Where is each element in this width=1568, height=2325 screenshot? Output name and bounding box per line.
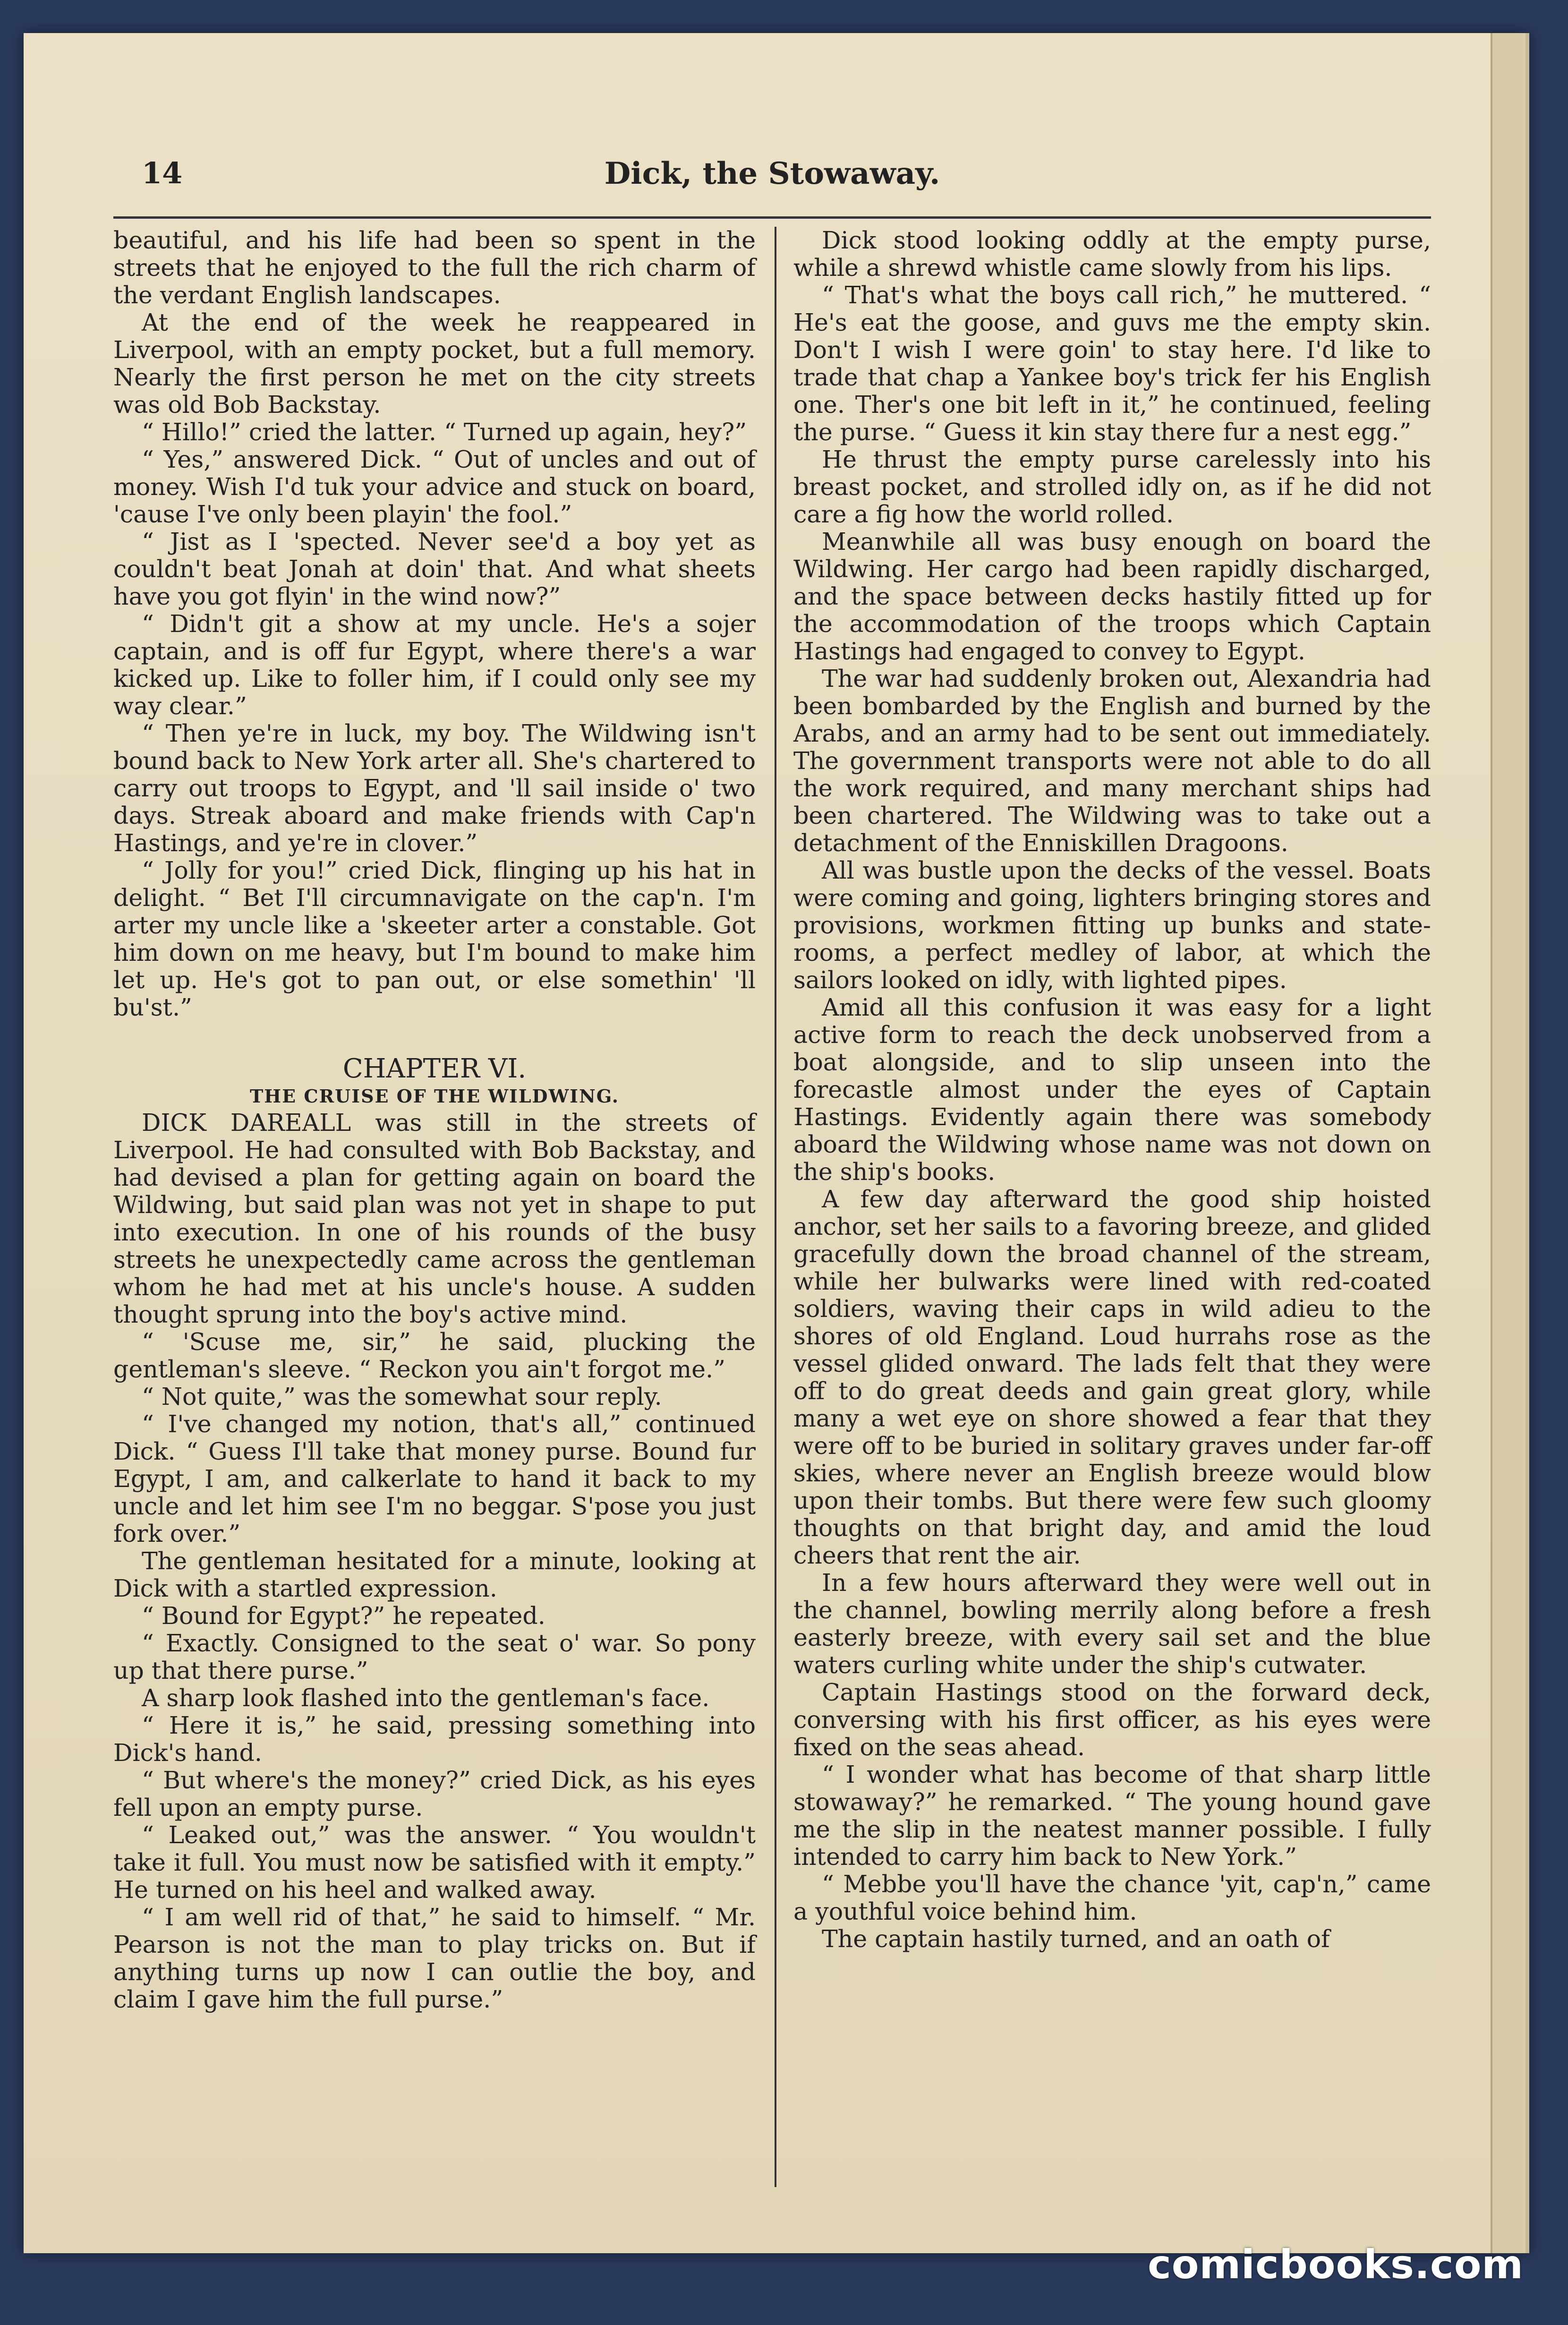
paragraph: “ I've changed my notion, that's all,” continued Dick. “ Guess I'll take that money purse. Bound fur Egypt, I am, and calkerlate to hand it back to my uncle and let him see I'm no beggar. S'pose you just fork over.” <box>113 1410 756 1547</box>
paragraph: “ I am well rid of that,” he said to himself. “ Mr. Pearson is not the man to play tricks on. But if anything turns up now I can outlie the boy, and claim I gave him the full purse.” <box>113 1903 756 2013</box>
paragraph: “ But where's the money?” cried Dick, as his eyes fell upon an empty purse. <box>113 1766 756 1821</box>
paragraph: “ Mebbe you'll have the chance 'yit, cap'n,” came a youthful voice behind him. <box>793 1870 1431 1925</box>
site-watermark: comicbooks.com <box>1148 2241 1524 2288</box>
paragraph: All was bustle upon the decks of the vessel. Boats were coming and going, lighters bringing stores and provisions, workmen fitting up bunks and state-rooms, a perfect medley of labor, at which the sailors looked on idly, with lighted pipes. <box>793 856 1431 994</box>
header-rule <box>113 216 1431 219</box>
paragraph: At the end of the week he reappeared in Liverpool, with an empty pocket, but a full memory. Nearly the first person he met on the city streets was old Bob Backstay. <box>113 308 756 419</box>
paragraph: “ Exactly. Consigned to the seat o' war. So pony up that there purse.” <box>113 1629 756 1684</box>
page-number: 14 <box>142 156 183 190</box>
paragraph: Amid all this confusion it was easy for a light active form to reach the deck unobserved from a boat alongside, and to slip unseen into the forecastle almost under the eyes of Captain Hastings. Evidently again there was somebody aboard the Wildwing whose name was not down on the ship's books. <box>793 993 1431 1186</box>
paragraph: Captain Hastings stood on the forward deck, conversing with his first officer, as his eyes were fixed on the seas ahead. <box>793 1678 1431 1761</box>
left-column <box>113 227 756 2187</box>
paragraph: He thrust the empty purse carelessly into his breast pocket, and strolled idly on, as if he did not care a fig how the world rolled. <box>793 445 1431 528</box>
paragraph: “ Not quite,” was the somewhat sour reply. <box>142 1383 662 1410</box>
paragraph: “ Leaked out,” was the answer. “ You wouldn't take it full. You must now be satisfied with it empty.” He turned on his heel and walked away. <box>113 1821 756 1904</box>
page-header <box>113 156 1431 208</box>
paragraph: DICK DAREALL was still in the streets of Liverpool. He had consulted with Bob Backstay, and had devised a plan for getting again on board the Wildwing, but said plan was not yet in shape to put into execution. In one of his rounds of the busy streets he unexpectedly came across the gentleman whom he had met at his uncle's house. A sudden thought sprung into the boy's active mind. <box>113 1109 756 1328</box>
chapter-subtitle: THE CRUISE OF THE WILDWING. <box>249 1086 620 1107</box>
chapter-title: CHAPTER VI. <box>342 1053 527 1084</box>
column-divider <box>775 227 776 2187</box>
paragraph: A sharp look flashed into the gentleman's face. <box>142 1684 710 1712</box>
paragraph: “ Hillo!” cried the latter. “ Turned up again, hey?” <box>142 418 747 446</box>
paragraph: beautiful, and his life had been so spent in the streets that he enjoyed to the full the rich charm of the verdant English landscapes. <box>113 226 756 309</box>
paragraph: “ That's what the boys call rich,” he muttered. “ He's eat the goose, and guvs me the empty skin. Don't I wish I were goin' to stay here. I'd like to trade that chap a Yankee boy's trick fer his English one. Ther's one bit left in it,” he continued, feeling the purse. “ Guess it kin stay there fur a nest egg.” <box>793 281 1431 446</box>
paragraph: “ Here it is,” he said, pressing something into Dick's hand. <box>113 1711 756 1767</box>
paragraph: “ Bound for Egypt?” he repeated. <box>142 1602 545 1630</box>
page-edge <box>1491 33 1525 2253</box>
running-title: Dick, the Stowaway. <box>604 156 940 191</box>
paragraph: The gentleman hesitated for a minute, looking at Dick with a startled expression. <box>113 1547 756 1602</box>
paragraph: “ Jolly for you!” cried Dick, flinging up his hat in delight. “ Bet I'll circumnavigate on the cap'n. I'm arter my uncle like a 'skeeter arter a constable. Got him down on me heavy, but I'm bound to make him let up. He's got to pan out, or else somethin' 'll bu'st.” <box>113 856 756 1021</box>
paragraph: A few day afterward the good ship hoisted anchor, set her sails to a favoring breeze, and glided gracefully down the broad channel of the stream, while her bulwarks were lined with red-coated soldiers, waving their caps in wild adieu to the shores of old England. Loud hurrahs rose as the vessel glided onward. The lads felt that they were off to do great deeds and gain great glory, while many a wet eye on shore showed a fear that they were off to be buried in solitary graves under far-off skies, where never an English breeze would blow upon their tombs. But there were few such gloomy thoughts on that bright day, and amid the loud cheers that rent the air. <box>793 1185 1431 1569</box>
paragraph: The captain hastily turned, and an oath of <box>822 1925 1330 1953</box>
right-column <box>793 227 1431 2187</box>
paragraph: “ I wonder what has become of that sharp little stowaway?” he remarked. “ The young hound gave me the slip in the neatest manner possible. I fully intended to carry him back to New York.” <box>793 1761 1431 1871</box>
paragraph: Meanwhile all was busy enough on board the Wildwing. Her cargo had been rapidly discharged, and the space between decks hastily fitted up for the accommodation of the troops which Captain Hastings had engaged to convey to Egypt. <box>793 528 1431 665</box>
paragraph: In a few hours afterward they were well out in the channel, bowling merrily along before a fresh easterly breeze, with every sail set and the blue waters curling white under the ship's cutwater. <box>793 1569 1431 1679</box>
paragraph: “ Didn't git a show at my uncle. He's a sojer captain, and is off fur Egypt, where there's a war kicked up. Like to foller him, if I could only see my way clear.” <box>113 610 756 720</box>
paragraph: Dick stood looking oddly at the empty purse, while a shrewd whistle came slowly from his lips. <box>793 226 1431 282</box>
paragraph: “ 'Scuse me, sir,” he said, plucking the gentleman's sleeve. “ Reckon you ain't forgot me.” <box>113 1328 756 1383</box>
paragraph: “ Then ye're in luck, my boy. The Wildwing isn't bound back to New York arter all. She's chartered to carry out troops to Egypt, and 'll sail inside o' two days. Streak aboard and make friends with Cap'n Hastings, and ye're in clover.” <box>113 719 756 857</box>
paragraph: “ Yes,” answered Dick. “ Out of uncles and out of money. Wish I'd tuk your advice and stuck on board, 'cause I've only been playin' the fool.” <box>113 445 756 528</box>
paragraph: The war had suddenly broken out, Alexandria had been bombarded by the English and burned by the Arabs, and an army had to be sent out immediately. The government transports were not able to do all the work required, and many merchant ships had been chartered. The Wildwing was to take out a detachment of the Enniskillen Dragoons. <box>793 665 1431 857</box>
paragraph: “ Jist as I 'spected. Never see'd a boy yet as couldn't beat Jonah at doin' that. And what sheets have you got flyin' in the wind now?” <box>113 528 756 610</box>
